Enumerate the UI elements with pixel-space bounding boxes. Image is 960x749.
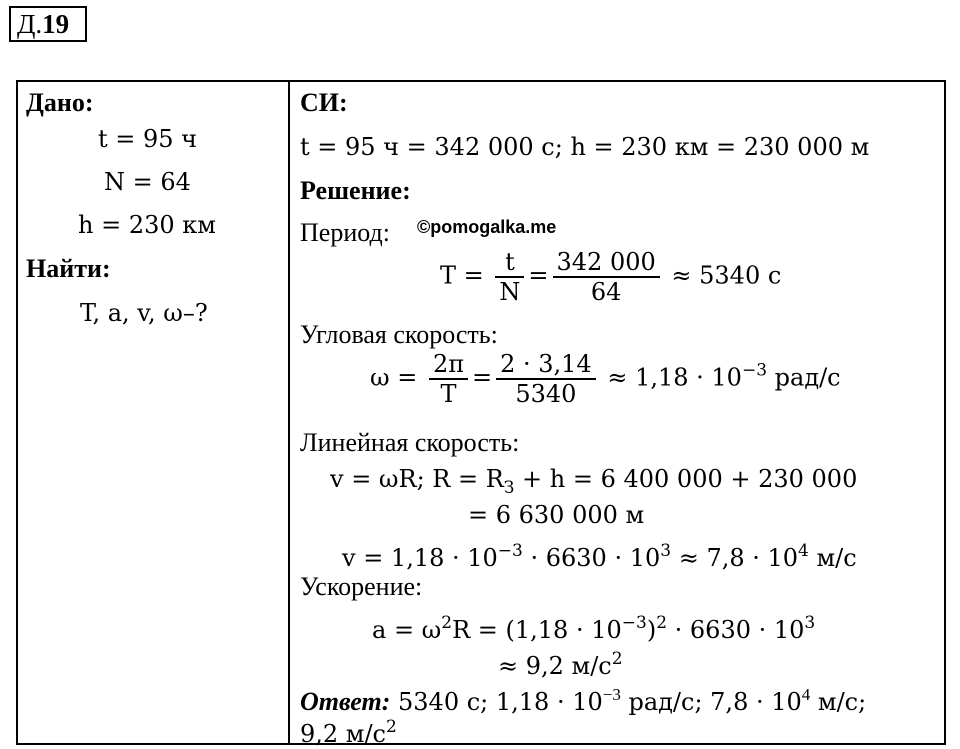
angular-fraction-2	[496, 350, 596, 408]
answer-1-e1: −3	[602, 685, 621, 704]
answer-2-a: 9,2 м/с	[300, 720, 386, 748]
period-rhs: ≈ 5340 с	[671, 261, 782, 290]
accel-equation-2	[498, 644, 623, 681]
solution-title: Решение:	[300, 176, 411, 205]
answer-line-2	[300, 712, 397, 749]
given-line-time: t = 95 ч	[98, 125, 198, 153]
accel-eq1-e4: 3	[804, 613, 816, 633]
answer-1-e2: 4	[801, 685, 811, 704]
accel-eq1-c: )	[646, 616, 657, 644]
period-num1: t	[505, 248, 515, 276]
period-fraction-2	[553, 248, 660, 306]
si-line: t = 95 ч = 342 000 с; h = 230 км = 230 000 м	[300, 133, 870, 161]
given-title: Дано:	[26, 88, 94, 117]
angular-exp: −3	[741, 360, 768, 381]
badge-number: 19	[42, 9, 70, 39]
accel-eq1-e3: 2	[656, 613, 668, 633]
accel-eq2-a: ≈ 9,2 м/с	[498, 652, 612, 680]
angular-fraction-1	[429, 350, 468, 408]
accel-eq1-d: · 6630 · 10	[667, 616, 805, 644]
period-equation: T = $\frac{t}{N}$ = $\frac{342 000}{64}$ ≈ 5340 с	[440, 248, 782, 306]
angular-den1: T	[429, 378, 468, 408]
linear-eq3-c: ≈ 7,8 · 10	[671, 544, 799, 572]
linear-label: Линейная скорость:	[300, 428, 520, 457]
answer-1-c: м/с;	[810, 688, 867, 716]
linear-eq3-e1: −3	[497, 541, 523, 561]
linear-equation-2: = 6 630 000 м	[468, 501, 645, 529]
answer-label: Ответ:	[300, 687, 391, 716]
period-fraction-1	[495, 248, 524, 306]
solution-table	[16, 80, 946, 748]
given-line-height: h = 230 км	[78, 211, 216, 239]
accel-eq2-e: 2	[611, 649, 623, 669]
si-title: СИ:	[300, 88, 348, 117]
linear-eq3-e3: 4	[798, 541, 809, 561]
period-den1: N	[495, 276, 524, 306]
accel-eq1-a: a = ω	[372, 616, 442, 644]
accel-label: Ускорение:	[300, 572, 423, 601]
linear-eq1-sub: З	[503, 478, 515, 498]
accel-eq1-b: R = (1,18 · 10	[452, 616, 622, 644]
angular-lhs: ω =	[370, 363, 418, 392]
find-title: Найти:	[26, 254, 111, 283]
solution-column	[289, 81, 945, 748]
period-lhs: T =	[440, 261, 484, 290]
problem-number-badge	[9, 6, 87, 42]
linear-eq3-e2: 3	[660, 541, 672, 561]
linear-eq1-a: v = ωR; R = R	[330, 465, 504, 493]
given-line-count: N = 64	[104, 168, 191, 196]
answer-1-b: рад/с; 7,8 · 10	[620, 688, 802, 716]
linear-equation-3	[342, 536, 857, 573]
period-label: Период:	[300, 218, 390, 247]
linear-eq3-d: м/с	[808, 544, 857, 572]
linear-equation-1	[330, 464, 857, 503]
watermark: ©pomogalka.me	[417, 217, 557, 237]
accel-eq1-e1: 2	[441, 613, 453, 633]
given-column	[17, 81, 289, 744]
badge-prefix: Д.	[17, 9, 43, 39]
angular-label: Угловая скорость:	[300, 320, 498, 349]
answer-1-a: 5340 с; 1,18 · 10	[390, 688, 603, 716]
find-line: T, a, v, ω–?	[80, 299, 208, 327]
accel-equation-1	[372, 608, 815, 645]
angular-unit: рад/с	[767, 363, 841, 392]
answer-2-e: 2	[386, 717, 397, 737]
period-den2: 64	[553, 276, 660, 306]
period-num2: 342 000	[556, 248, 656, 276]
angular-num2: 2 · 3,14	[500, 350, 592, 378]
accel-eq1-e2: −3	[621, 613, 647, 633]
linear-eq1-rest: + h = 6 400 000 + 230 000	[514, 465, 858, 493]
angular-rhs: ≈ 1,18 · 10	[607, 363, 742, 392]
angular-equation: ω = $\frac{2\pi}{T}$ = $\frac{2 \cdot 3,14}{5340}$ ≈ $1,18 \cdot 10^{-3}$ рад/с	[370, 350, 841, 408]
linear-eq3-b: · 6630 · 10	[522, 544, 661, 572]
angular-den2: 5340	[496, 378, 596, 408]
linear-eq3-a: v = 1,18 · 10	[342, 544, 498, 572]
angular-num1: 2π	[432, 350, 464, 378]
